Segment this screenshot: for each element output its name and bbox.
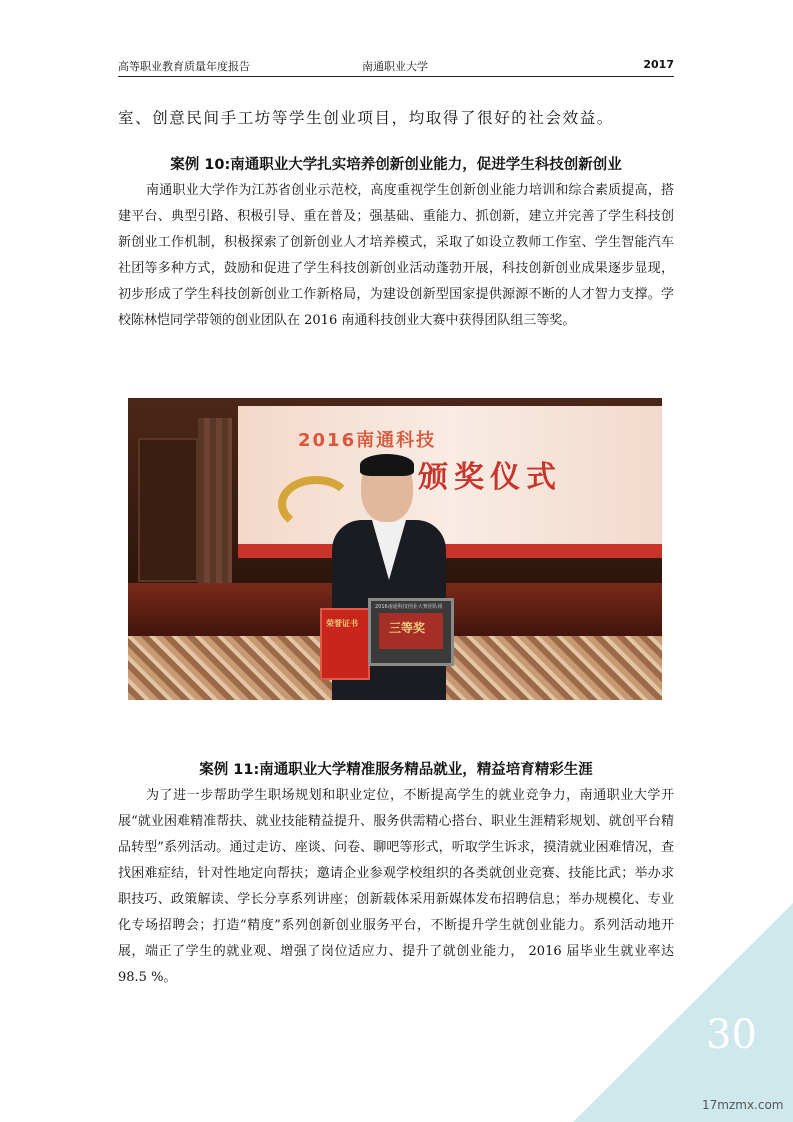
screen-text-line1: 2016南通科技: [298, 430, 437, 451]
case-10-body: 南通职业大学作为江苏省创业示范校，高度重视学生创新创业能力培训和综合素质提高，搭建平台、典型引路、积极引导、重在普及；强基础、重能力、抓创新，建立并完善了学生科技创新创业工作机制，积极探索了创新创业人才培养模式，采取了如设立教师工作室、学生智能汽车社团等多种方式，鼓励和促进了学生科技创新创业活动蓬勃开展，科技创新创业成果逐步显现，初步形成了学生科技创新创业工作新格局，为建设创新型国家提供源源不断的人才智力支撑。学校陈林恺同学带领的创业团队在 2016 南通科技创业大赛中获得团队组三等奖。: [118, 183, 674, 328]
case-11-title: 案例 11:南通职业大学精准服务精品就业，精益培育精彩生涯: [199, 762, 593, 778]
award-plaque: [368, 598, 454, 666]
page-header: [118, 56, 674, 77]
certificate-label: 荣誉证书: [326, 619, 358, 628]
case-11-body: 为了进一步帮助学生职场规划和职业定位，不断提高学生的就业竞争力，南通职业大学开展“就业困难精准帮扶、就业技能精益提升、服务供需精心搭台、职业生涯精彩规划、就创平台精品转型”系列活动。通过走访、座谈、问卷、聊吧等形式，听取学生诉求，摸清就业困难情况，查找困难症结，针对性地定向帮扶；邀请企业参观学校组织的各类就创业竞赛、技能比武；举办求职技巧、政策解读、学长分享系列讲座；创新载体采用新媒体发布招聘信息；举办规模化、专业化专场招聘会；打造“精度”系列创新创业服务平台，不断提升学生就创业能力。系列活动地开展，端正了学生的就业观、增强了岗位适应力、提升了就创业能力， 2016 届毕业生就业率达 98.5 %。: [118, 788, 674, 985]
screen-logo-swirl: [278, 476, 354, 532]
award-ceremony-photo: [128, 398, 662, 700]
photo-led-screen: [238, 406, 662, 558]
header-school-name: 南通职业大学: [362, 60, 428, 73]
plaque-prize-text: 三等奖: [389, 621, 426, 635]
header-year: 2017: [643, 58, 674, 71]
header-report-title: 高等职业教育质量年度报告: [118, 60, 250, 73]
site-watermark: 17mzmx.com: [702, 1098, 784, 1112]
screen-text-line2: 颁奖仪式: [418, 460, 562, 495]
case-10-title: 案例 10:南通职业大学扎实培养创新创业能力，促进学生科技创新创业: [170, 157, 622, 173]
plaque-caption: 2016南通科技创业大赛团队组: [375, 604, 443, 610]
page-number: 30: [706, 1012, 757, 1058]
photo-door: [138, 438, 198, 582]
screen-red-bar: [238, 544, 662, 558]
honor-certificate: [320, 608, 370, 680]
photo-curtain: [198, 418, 232, 583]
continued-paragraph: 室、创意民间手工坊等学生创业项目，均取得了很好的社会效益。: [118, 109, 614, 127]
student-hair: [360, 454, 414, 476]
